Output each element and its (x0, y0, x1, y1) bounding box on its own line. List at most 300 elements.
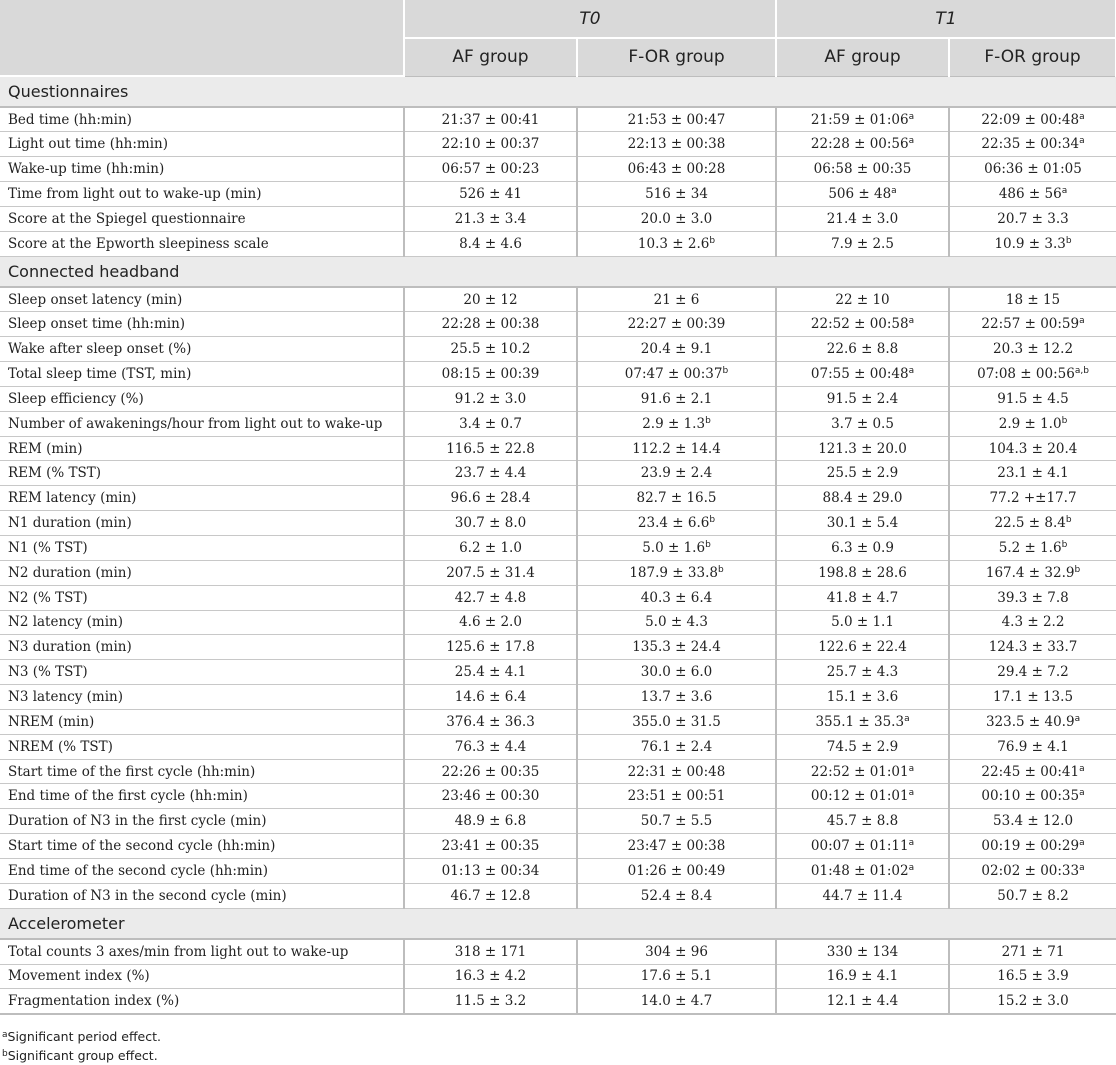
header-t0-for-group: F-OR group (577, 38, 776, 76)
table-cell (404, 386, 577, 411)
cell-value: 2.9 ± 1.0 (998, 415, 1062, 432)
row-label: Movement index (%) (0, 964, 404, 989)
table-cell (949, 964, 1116, 989)
significance-mark: a (1079, 788, 1085, 799)
row-label: NREM (min) (0, 709, 404, 734)
cell-value: 135.3 ± 24.4 (632, 639, 721, 656)
cell-value: 00:19 ± 00:29 (981, 838, 1080, 855)
table-cell (577, 809, 776, 834)
table-cell (776, 157, 949, 182)
cell-value: 10.9 ± 3.3 (994, 235, 1066, 252)
significance-mark: a (904, 713, 910, 724)
row-label: N1 duration (min) (0, 511, 404, 536)
table-cell (577, 834, 776, 859)
table-cell (949, 436, 1116, 461)
significance-mark: b (1061, 415, 1068, 426)
table-cell (776, 182, 949, 207)
significance-mark: b (1074, 564, 1081, 575)
table-cell (776, 660, 949, 685)
cell-value: 20.0 ± 3.0 (640, 210, 713, 227)
table-row (0, 610, 1116, 635)
significance-mark: b (709, 235, 716, 246)
table-cell (577, 182, 776, 207)
cell-value: 76.3 ± 4.4 (454, 738, 527, 755)
table-cell (949, 536, 1116, 561)
table-row (0, 107, 1116, 132)
cell-value: 516 ± 34 (645, 185, 708, 202)
table-row (0, 206, 1116, 231)
section-title: Questionnaires (0, 76, 1116, 107)
table-cell (949, 585, 1116, 610)
cell-value: 25.7 ± 4.3 (826, 664, 899, 681)
row-label: N2 duration (min) (0, 560, 404, 585)
cell-value: 76.1 ± 2.4 (640, 738, 713, 755)
table-cell (949, 231, 1116, 256)
table-cell (776, 610, 949, 635)
table-cell (776, 834, 949, 859)
footnote-mark: b (2, 1048, 8, 1059)
cell-value: 3.4 ± 0.7 (459, 415, 522, 432)
table-cell (949, 560, 1116, 585)
table-row (0, 784, 1116, 809)
table-cell (949, 157, 1116, 182)
row-label: Sleep onset time (hh:min) (0, 312, 404, 337)
table-cell (404, 858, 577, 883)
cell-value: 125.6 ± 17.8 (446, 639, 535, 656)
row-label: End time of the first cycle (hh:min) (0, 784, 404, 809)
cell-value: 116.5 ± 22.8 (446, 440, 535, 457)
cell-value: 23:41 ± 00:35 (441, 838, 540, 855)
significance-mark: a (1079, 111, 1085, 122)
table-cell (577, 486, 776, 511)
cell-value: 3.7 ± 0.5 (831, 415, 894, 432)
table-row (0, 386, 1116, 411)
cell-value: 506 ± 48 (828, 185, 892, 202)
table-row (0, 411, 1116, 436)
significance-mark: b (722, 366, 729, 377)
table-cell (577, 362, 776, 387)
table-cell (949, 939, 1116, 964)
cell-value: 16.3 ± 4.2 (454, 968, 527, 985)
table-cell (404, 337, 577, 362)
significance-mark: a (1079, 136, 1085, 147)
cell-value: 355.1 ± 35.3 (815, 713, 905, 730)
cell-value: 74.5 ± 2.9 (826, 738, 899, 755)
footnote-mark: a (2, 1029, 8, 1040)
cell-value: 22:52 ± 01:01 (810, 763, 909, 780)
cell-value: 06:58 ± 00:35 (813, 161, 912, 178)
cell-value: 40.3 ± 6.4 (640, 589, 713, 606)
table-cell (949, 834, 1116, 859)
table-cell (949, 287, 1116, 312)
cell-value: 14.0 ± 4.7 (640, 993, 713, 1010)
table-cell (404, 809, 577, 834)
table-row (0, 939, 1116, 964)
table-row (0, 362, 1116, 387)
cell-value: 167.4 ± 32.9 (985, 564, 1075, 581)
cell-value: 7.9 ± 2.5 (831, 235, 894, 252)
table-cell (776, 685, 949, 710)
cell-value: 23:47 ± 00:38 (627, 838, 726, 855)
cell-value: 486 ± 56 (998, 185, 1062, 202)
table-row (0, 486, 1116, 511)
cell-value: 21.4 ± 3.0 (826, 210, 899, 227)
table-cell (577, 989, 776, 1014)
table-row (0, 809, 1116, 834)
significance-mark: b (1065, 235, 1072, 246)
table-cell (776, 883, 949, 908)
table-cell (577, 939, 776, 964)
row-label: Score at the Epworth sleepiness scale (0, 231, 404, 256)
row-label: N3 latency (min) (0, 685, 404, 710)
table-cell (404, 883, 577, 908)
table-cell (404, 206, 577, 231)
significance-mark: b (709, 515, 716, 526)
cell-value: 23:51 ± 00:51 (627, 788, 726, 805)
cell-value: 17.6 ± 5.1 (640, 968, 713, 985)
table-cell (577, 610, 776, 635)
cell-value: 76.9 ± 4.1 (997, 738, 1069, 755)
table-cell (949, 660, 1116, 685)
cell-value: 30.1 ± 5.4 (826, 515, 899, 532)
table-cell (776, 206, 949, 231)
header-t1-for-group: F-OR group (949, 38, 1116, 76)
footnote-text: Significant group effect. (7, 1047, 158, 1063)
table-cell (577, 436, 776, 461)
cell-value: 15.2 ± 3.0 (997, 993, 1069, 1010)
cell-value: 112.2 ± 14.4 (632, 440, 721, 457)
cell-value: 44.7 ± 11.4 (822, 887, 903, 904)
header-t1-af-group: AF group (776, 38, 949, 76)
table-cell (776, 511, 949, 536)
cell-value: 00:10 ± 00:35 (981, 788, 1080, 805)
footnote (2, 1046, 1116, 1065)
significance-mark: a (891, 185, 897, 196)
cell-value: 00:07 ± 01:11 (810, 838, 909, 855)
table-cell (577, 660, 776, 685)
cell-value: 20 ± 12 (463, 291, 518, 308)
table-row (0, 511, 1116, 536)
cell-value: 07:08 ± 00:56 (977, 366, 1075, 383)
row-label: N2 (% TST) (0, 585, 404, 610)
row-label: Bed time (hh:min) (0, 107, 404, 132)
cell-value: 20.4 ± 9.1 (640, 341, 713, 358)
row-label: N3 duration (min) (0, 635, 404, 660)
table-cell (404, 635, 577, 660)
table-cell (776, 759, 949, 784)
section-title: Connected headband (0, 256, 1116, 287)
table-cell (404, 182, 577, 207)
significance-mark: b (1065, 515, 1072, 526)
cell-value: 45.7 ± 8.8 (826, 813, 899, 830)
cell-value: 08:15 ± 00:39 (441, 366, 540, 383)
cell-value: 22:09 ± 00:48 (981, 111, 1080, 128)
cell-value: 304 ± 96 (645, 943, 708, 960)
cell-value: 91.6 ± 2.1 (640, 390, 713, 407)
cell-value: 25.4 ± 4.1 (454, 664, 527, 681)
table-cell (577, 287, 776, 312)
cell-value: 4.6 ± 2.0 (459, 614, 522, 631)
table-header (0, 0, 1116, 76)
cell-value: 17.1 ± 13.5 (993, 688, 1074, 705)
table-cell (949, 107, 1116, 132)
cell-value: 5.0 ± 4.3 (645, 614, 708, 631)
row-label: End time of the second cycle (hh:min) (0, 858, 404, 883)
cell-value: 376.4 ± 36.3 (446, 713, 535, 730)
cell-value: 23:46 ± 00:30 (441, 788, 540, 805)
cell-value: 42.7 ± 4.8 (454, 589, 527, 606)
significance-mark: a,b (1074, 366, 1089, 377)
cell-value: 48.9 ± 6.8 (454, 813, 527, 830)
significance-mark: a (908, 316, 915, 327)
cell-value: 23.9 ± 2.4 (640, 465, 713, 482)
table-cell (949, 337, 1116, 362)
table-cell (776, 964, 949, 989)
table-cell (949, 411, 1116, 436)
row-label: Wake after sleep onset (%) (0, 337, 404, 362)
table-cell (404, 132, 577, 157)
table-cell (577, 536, 776, 561)
cell-value: 207.5 ± 31.4 (446, 564, 535, 581)
table-cell (404, 287, 577, 312)
cell-value: 330 ± 134 (826, 943, 899, 960)
cell-value: 23.4 ± 6.6 (637, 515, 710, 532)
row-label: REM (% TST) (0, 461, 404, 486)
table-cell (776, 107, 949, 132)
table-cell (577, 759, 776, 784)
cell-value: 39.3 ± 7.8 (997, 589, 1069, 606)
row-label: N1 (% TST) (0, 536, 404, 561)
cell-value: 30.7 ± 8.0 (454, 515, 527, 532)
row-label: N2 latency (min) (0, 610, 404, 635)
table-cell (404, 709, 577, 734)
table-row (0, 312, 1116, 337)
cell-value: 00:12 ± 01:01 (810, 788, 909, 805)
table-cell (577, 560, 776, 585)
significance-mark: a (1079, 763, 1085, 774)
table-cell (949, 486, 1116, 511)
table-cell (404, 759, 577, 784)
cell-value: 11.5 ± 3.2 (454, 993, 527, 1010)
row-label: Start time of the first cycle (hh:min) (0, 759, 404, 784)
cell-value: 5.2 ± 1.6 (998, 539, 1062, 556)
table-row (0, 834, 1116, 859)
cell-value: 122.6 ± 22.4 (818, 639, 907, 656)
significance-mark: a (1079, 862, 1085, 873)
table-cell (776, 486, 949, 511)
cell-value: 22:10 ± 00:37 (441, 136, 540, 153)
cell-value: 77.2 +±17.7 (989, 490, 1077, 507)
table-cell (949, 989, 1116, 1014)
table-cell (776, 461, 949, 486)
cell-value: 82.7 ± 16.5 (636, 490, 717, 507)
table-row (0, 461, 1116, 486)
row-label: REM (min) (0, 436, 404, 461)
table-row (0, 337, 1116, 362)
cell-value: 21:59 ± 01:06 (810, 111, 909, 128)
table-cell (949, 461, 1116, 486)
table-cell (577, 337, 776, 362)
significance-mark: a (908, 788, 915, 799)
cell-value: 50.7 ± 8.2 (997, 887, 1069, 904)
cell-value: 12.1 ± 4.4 (826, 993, 899, 1010)
table-cell (776, 560, 949, 585)
table-cell (949, 635, 1116, 660)
table-cell (577, 107, 776, 132)
cell-value: 07:55 ± 00:48 (810, 366, 909, 383)
cell-value: 4.3 ± 2.2 (1001, 614, 1065, 631)
row-label: Fragmentation index (%) (0, 989, 404, 1014)
table-cell (949, 734, 1116, 759)
cell-value: 22:57 ± 00:59 (981, 316, 1080, 333)
significance-mark: a (908, 862, 915, 873)
table-cell (577, 883, 776, 908)
table-cell (404, 362, 577, 387)
cell-value: 02:02 ± 00:33 (981, 862, 1080, 879)
footnote (2, 1027, 1116, 1046)
table-cell (577, 411, 776, 436)
cell-value: 91.5 ± 2.4 (826, 390, 899, 407)
table-cell (776, 784, 949, 809)
table-cell (949, 206, 1116, 231)
cell-value: 104.3 ± 20.4 (988, 440, 1078, 457)
row-label: Start time of the second cycle (hh:min) (0, 834, 404, 859)
cell-value: 22:45 ± 00:41 (981, 763, 1080, 780)
cell-value: 22:28 ± 00:38 (441, 316, 540, 333)
table-cell (577, 635, 776, 660)
table-cell (949, 858, 1116, 883)
row-label: Number of awakenings/hour from light out to wake-up (0, 411, 404, 436)
table-cell (776, 858, 949, 883)
table-row (0, 132, 1116, 157)
cell-value: 16.9 ± 4.1 (826, 968, 899, 985)
table-cell (404, 585, 577, 610)
row-label: Sleep efficiency (%) (0, 386, 404, 411)
row-label: Duration of N3 in the first cycle (min) (0, 809, 404, 834)
cell-value: 187.9 ± 33.8 (629, 564, 718, 581)
cell-value: 25.5 ± 2.9 (826, 465, 899, 482)
table-cell (949, 759, 1116, 784)
table-cell (949, 883, 1116, 908)
table-cell (577, 685, 776, 710)
table-row (0, 709, 1116, 734)
cell-value: 10.3 ± 2.6 (637, 235, 710, 252)
cell-value: 01:13 ± 00:34 (441, 862, 540, 879)
table-cell (404, 511, 577, 536)
table-row (0, 989, 1116, 1014)
table-cell (577, 709, 776, 734)
significance-mark: b (705, 415, 711, 426)
table-cell (776, 635, 949, 660)
cell-value: 22:35 ± 00:34 (981, 136, 1080, 153)
row-label: Total counts 3 axes/min from light out to wake-up (0, 939, 404, 964)
cell-value: 52.4 ± 8.4 (640, 887, 713, 904)
table-cell (404, 411, 577, 436)
table-cell (949, 312, 1116, 337)
significance-mark: a (908, 136, 915, 147)
cell-value: 318 ± 171 (454, 943, 527, 960)
row-label: REM latency (min) (0, 486, 404, 511)
table-row (0, 560, 1116, 585)
table-cell (404, 685, 577, 710)
cell-value: 50.7 ± 5.5 (640, 813, 713, 830)
table-row (0, 759, 1116, 784)
table-cell (776, 585, 949, 610)
significance-mark: a (908, 366, 915, 377)
cell-value: 355.0 ± 31.5 (632, 713, 721, 730)
table-cell (949, 182, 1116, 207)
cell-value: 22:31 ± 00:48 (627, 763, 726, 780)
cell-value: 21:53 ± 00:47 (627, 111, 726, 128)
section-header-row (0, 76, 1116, 107)
row-label: N3 (% TST) (0, 660, 404, 685)
table-cell (404, 610, 577, 635)
table-cell (577, 461, 776, 486)
cell-value: 91.5 ± 4.5 (997, 390, 1069, 407)
significance-mark: a (908, 838, 915, 849)
significance-mark: a (1079, 316, 1085, 327)
cell-value: 15.1 ± 3.6 (826, 688, 899, 705)
table-row (0, 436, 1116, 461)
cell-value: 06:43 ± 00:28 (627, 161, 726, 178)
table-cell (404, 834, 577, 859)
cell-value: 22:13 ± 00:38 (627, 136, 726, 153)
table-cell (776, 411, 949, 436)
table-cell (404, 964, 577, 989)
header-period-t0: T0 (404, 0, 776, 38)
cell-value: 21:37 ± 00:41 (441, 111, 540, 128)
cell-value: 2.9 ± 1.3 (642, 415, 706, 432)
cell-value: 01:48 ± 01:02 (810, 862, 909, 879)
cell-value: 6.2 ± 1.0 (459, 539, 522, 556)
cell-value: 07:47 ± 00:37 (624, 366, 723, 383)
row-label: Wake-up time (hh:min) (0, 157, 404, 182)
table-cell (577, 132, 776, 157)
cell-value: 21 ± 6 (653, 291, 700, 308)
table-cell (404, 312, 577, 337)
table-cell (776, 386, 949, 411)
row-label: Score at the Spiegel questionnaire (0, 206, 404, 231)
table-cell (577, 734, 776, 759)
cell-value: 25.5 ± 10.2 (450, 341, 531, 358)
cell-value: 22:27 ± 00:39 (627, 316, 726, 333)
cell-value: 41.8 ± 4.7 (826, 589, 899, 606)
table-cell (776, 436, 949, 461)
significance-mark: b (717, 564, 724, 575)
table-cell (949, 685, 1116, 710)
table-row (0, 883, 1116, 908)
table-cell (404, 660, 577, 685)
table-cell (776, 231, 949, 256)
cell-value: 18 ± 15 (1005, 291, 1061, 308)
row-label: Sleep onset latency (min) (0, 287, 404, 312)
table-cell (949, 511, 1116, 536)
table-cell (404, 734, 577, 759)
table-cell (776, 709, 949, 734)
table-cell (404, 486, 577, 511)
table-cell (949, 809, 1116, 834)
table-cell (577, 157, 776, 182)
significance-mark: a (908, 763, 915, 774)
cell-value: 23.7 ± 4.4 (454, 465, 527, 482)
table-cell (577, 585, 776, 610)
cell-value: 124.3 ± 33.7 (988, 639, 1078, 656)
footnotes (0, 1027, 1116, 1065)
cell-value: 21.3 ± 3.4 (454, 210, 527, 227)
cell-value: 22:26 ± 00:35 (441, 763, 540, 780)
footnote-text: Significant period effect. (7, 1028, 161, 1044)
table-cell (577, 964, 776, 989)
